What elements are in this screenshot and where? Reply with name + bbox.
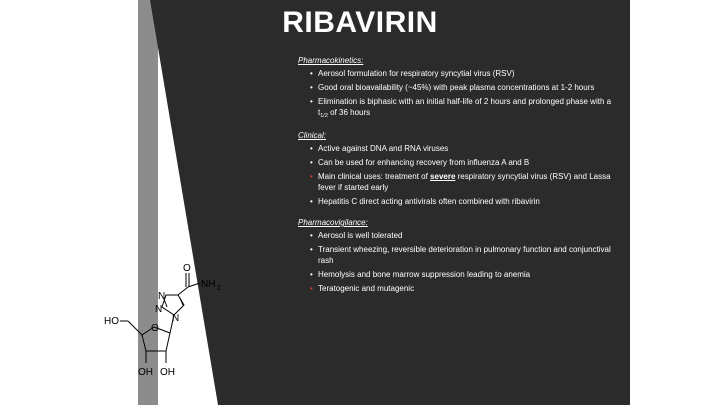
ch2-bond [128, 321, 142, 335]
bullet-list [298, 68, 623, 120]
bullet-icon: • [310, 270, 313, 279]
bullet-item [312, 196, 623, 207]
bullet-icon: • [310, 172, 313, 181]
triazole-ring [162, 295, 184, 315]
bullet-text: Hemolysis and bone marrow suppression leading to anemia [318, 270, 531, 279]
bullet-item [312, 96, 623, 120]
ring-link-bond [178, 287, 188, 295]
label-o: O [183, 263, 191, 274]
bullet-item [312, 283, 623, 294]
label-nh2: NH [201, 279, 216, 290]
bullet-icon: • [310, 83, 313, 92]
bullet-text: Main clinical uses: treatment of [318, 172, 431, 181]
bullet-icon: • [310, 69, 313, 78]
bullet-icon: • [310, 245, 313, 254]
label-n1: N [158, 291, 166, 302]
bullet-text: Good oral bioavailability (~45%) with peak plasma concentrations at 1-2 hours [318, 83, 595, 92]
bullet-text: 1/2 [320, 113, 328, 119]
bullet-icon: • [310, 284, 313, 293]
label-ho: HO [104, 316, 119, 327]
label-oh1: OH [138, 367, 153, 378]
label-n2: N [155, 304, 163, 315]
bullet-list [298, 143, 623, 207]
bullet-icon: • [310, 144, 313, 153]
label-oh2: OH [160, 367, 175, 378]
bullet-item [312, 269, 623, 280]
bullet-item [312, 230, 623, 241]
bullet-item [312, 171, 623, 193]
bullet-text: Aerosol is well tolerated [318, 231, 403, 240]
bullet-text: respiratory syncytial virus (RSV) and Lassa fever if started early [318, 172, 611, 192]
label-nh2-sub: 2 [217, 285, 221, 292]
label-ring-o: O [151, 323, 159, 334]
bullet-item [312, 157, 623, 168]
bullet-icon: • [310, 158, 313, 167]
bullet-list [298, 230, 623, 294]
bullet-text: Elimination is biphasic with an initial half-life of 2 hours and prolonged phase with a t [318, 97, 612, 117]
section-heading: Clinical: [298, 131, 327, 140]
bullet-item [312, 82, 623, 93]
bullet-text: Hepatitis C direct acting antivirals often combined with ribavirin [318, 197, 540, 206]
amide-bond [188, 283, 200, 287]
section-heading: Pharmacokinetics: [298, 56, 364, 65]
slide-title: RIBAVIRIN [282, 6, 438, 39]
bullet-icon: • [310, 231, 313, 240]
section-2 [298, 217, 623, 294]
bullet-item [312, 68, 623, 79]
bullet-text: Aerosol formulation for respiratory syncytial virus (RSV) [318, 69, 515, 78]
bullet-text: Teratogenic and mutagenic [318, 284, 415, 293]
bullet-text: of 36 hours [327, 108, 371, 117]
label-n3: N [172, 313, 180, 324]
bullet-text: Active against DNA and RNA viruses [318, 144, 449, 153]
slide-content [298, 55, 623, 304]
section-0 [298, 55, 623, 120]
bullet-text: Can be used for enhancing recovery from influenza A and B [318, 158, 530, 167]
section-heading: Pharmacovigilance: [298, 218, 368, 227]
section-1 [298, 130, 623, 207]
bullet-item [312, 143, 623, 154]
triazole-double-bond [180, 298, 183, 305]
bullet-icon: • [310, 197, 313, 206]
bullet-text: Transient wheezing, reversible deterioration in pulmonary function and conjunctival rash [318, 245, 611, 265]
bullet-item [312, 244, 623, 266]
bullet-icon: • [310, 97, 313, 106]
ribavirin-structure-diagram [100, 255, 240, 385]
bullet-text: severe [430, 172, 456, 181]
